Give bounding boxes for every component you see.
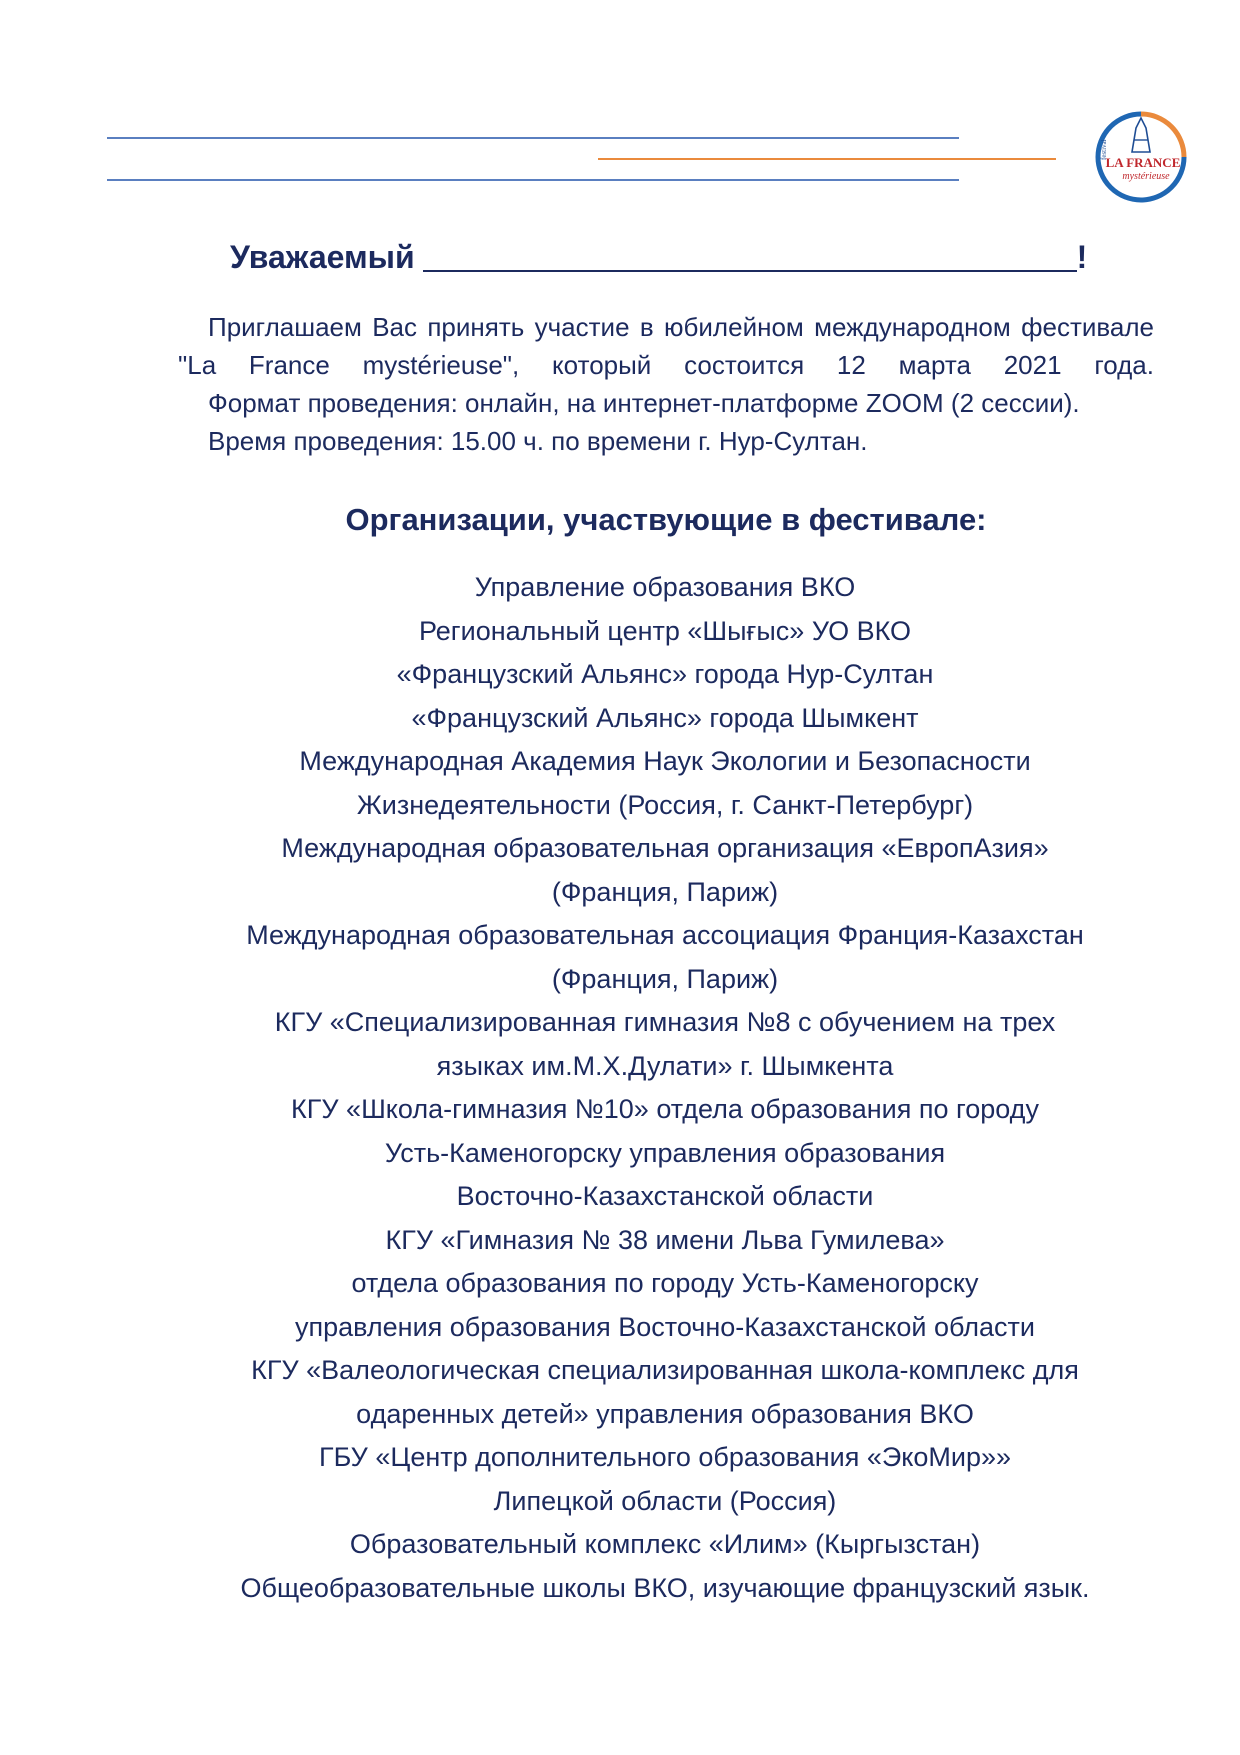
greeting-line <box>230 238 1110 276</box>
eiffel-tower-icon <box>1132 118 1150 152</box>
festival-logo <box>1092 108 1190 206</box>
organization-line: Липецкой области (Россия) <box>493 1485 837 1516</box>
organization-line: Жизнедеятельности (Россия, г. Санкт-Петербург) <box>356 789 974 820</box>
organization-line: управления образования Восточно-Казахстанской области <box>295 1311 1035 1342</box>
name-blank-line <box>423 238 1077 272</box>
greeting-label: Уважаемый <box>230 239 415 275</box>
organization-line: КГУ «Специализированная гимназия №8 с обучением на трех <box>274 1007 1056 1037</box>
format-line: Формат проведения: онлайн, на интернет-платформе ZOOM (2 сессии). <box>208 388 1080 418</box>
invitation-paragraph: Приглашаем Вас принять участие в юбилейном международном фестивале "La France mystérieuse", который состоится 12 марта 2021 года. <box>178 312 1154 380</box>
greeting-exclamation: ! <box>1076 239 1088 275</box>
logo-small-text: festival <box>1100 139 1108 160</box>
invitation-text <box>178 308 1154 460</box>
organizations-list <box>170 566 1160 1610</box>
logo-script-text: mystérieuse <box>1122 171 1170 182</box>
organization-line: Региональный центр «Шығыс» УО ВКО <box>418 615 912 646</box>
organization-line: Международная образовательная ассоциация Франция-Казахстан <box>246 920 1084 950</box>
organization-line: отдела образования по городу Усть-Каменогорску <box>351 1268 979 1298</box>
organization-line: Образовательный комплекс «Илим» (Кыргызстан) <box>349 1529 981 1559</box>
organization-line: Общеобразовательные школы ВКО, изучающие французский язык. <box>240 1572 1090 1603</box>
organization-line: Управление образования ВКО <box>474 572 856 602</box>
header-rule-bottom <box>107 179 959 181</box>
header-rule-orange <box>598 158 1056 160</box>
header-rule-top <box>107 137 959 139</box>
organization-line: (Франция, Париж) <box>551 876 779 907</box>
logo-main-text: LA FRANCE <box>1105 155 1181 170</box>
organization-line: КГУ «Гимназия № 38 имени Льва Гумилева» <box>385 1224 945 1255</box>
organization-line: одаренных детей» управления образования ВКО <box>356 1398 974 1429</box>
organization-line: КГУ «Валеологическая специализированная школа-комплекс для <box>251 1355 1079 1385</box>
organizations-title: Организации, участвующие в фестивале: <box>345 502 987 537</box>
time-line: Время проведения: 15.00 ч. по времени г. Нур-Султан. <box>208 426 868 456</box>
organization-line: Международная Академия Наук Экологии и Безопасности <box>299 746 1031 776</box>
organization-line: Восточно-Казахстанской области <box>456 1181 874 1211</box>
organization-line: КГУ «Школа-гимназия №10» отдела образования по городу <box>291 1094 1039 1124</box>
organization-line: «Французский Альянс» города Шымкент <box>411 702 919 733</box>
organization-line: языках им.М.Х.Дулати» г. Шымкента <box>436 1050 894 1081</box>
organization-line: (Франция, Париж) <box>551 963 779 994</box>
organization-line: Усть-Каменогорску управления образования <box>384 1137 946 1168</box>
organization-line: ГБУ «Центр дополнительного образования «ЭкоМир»» <box>318 1442 1012 1472</box>
organization-line: Международная образовательная организация «ЕвропАзия» <box>281 833 1049 863</box>
organization-line: «Французский Альянс» города Нур-Султан <box>396 659 934 689</box>
